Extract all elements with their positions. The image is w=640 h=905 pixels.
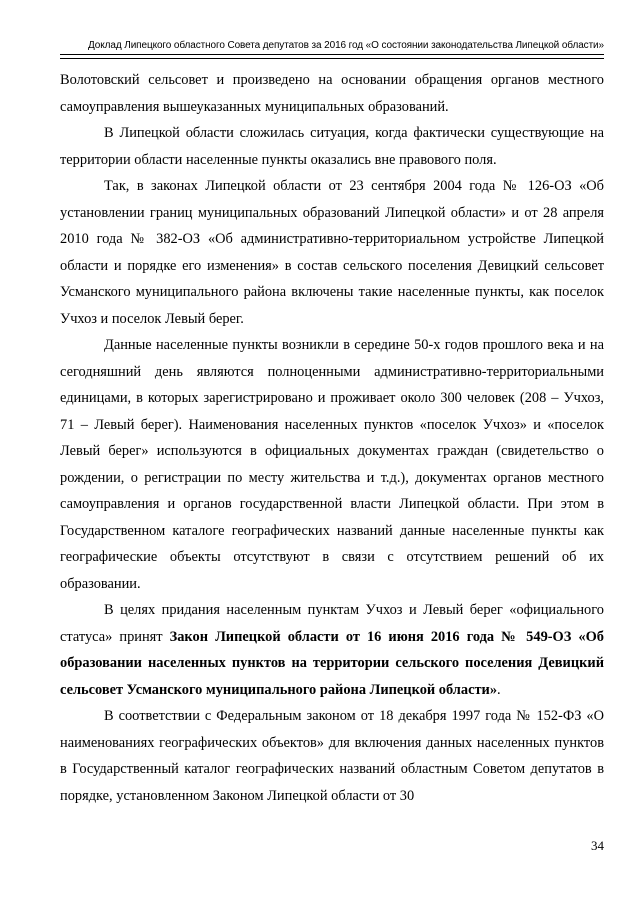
page-number: 34 [591, 838, 604, 853]
header-rule-thin [60, 58, 604, 59]
paragraph-settlements: Данные населенные пункты возникли в середине 50-х годов прошлого века и на сегодняшний день являются полноценными административно-территориальными единицами, в которых зарегистрировано и проживает около 300 человек (208 – Учхоз, 71 – Левый берег). Наименования населенных пунктов «поселок Учхоз» и «поселок Левый берег» используются в официальных документах граждан (свидетельство о рождении, о регистрации по месту жительства и т.д.), документах органов местного самоуправления и органов государственной власти Липецкой области. При этом в Государственном каталоге географических названий данные населенные пункты как географические объекты отсутствуют в связи с отсутствием решений об их образовании. [60, 337, 604, 592]
paragraph-law-adopted [60, 597, 604, 703]
document-body [60, 67, 604, 809]
running-header: Доклад Липецкого областного Совета депутатов за 2016 год «О состоянии законодательства Липецкой области» [87, 40, 604, 51]
law-title-bold: Закон Липецкой области от 16 июня 2016 года № 549-ОЗ «Об образовании населенных пунктов на территории сельского поселения Девицкий сельсовет Усманского муниципального района Липецкой области» [60, 628, 604, 698]
paragraph-laws: Так, в законах Липецкой области от 23 сентября 2004 года № 126-ОЗ «Об установлении границ муниципальных образований Липецкой области» и от 28 апреля 2010 года № 382-ОЗ «Об административно-территориальном устройстве Липецкой области и порядке его изменения» в состав сельского поселения Девицкий сельсовет Усманского муниципального района включены такие населенные пункты, как поселок Учхоз и поселок Левый берег. [60, 178, 604, 327]
paragraph-tail-text: . [497, 681, 501, 698]
paragraph-situation: В Липецкой области сложилась ситуация, когда фактически существующие на территории области населенные пункты оказались вне правового поля. [60, 125, 604, 168]
paragraph-lead-text: В целях придания населенным пунктам Учхоз и Левый берег «официального статуса» принят [60, 602, 604, 645]
paragraph-continuation: Волотовский сельсовет и произведено на основании обращения органов местного самоуправления вышеуказанных муниципальных образований. [60, 72, 604, 115]
header-rule-thick [60, 54, 604, 55]
paragraph-federal-law: В соответствии с Федеральным законом от 18 декабря 1997 года № 152-ФЗ «О наименованиях географических объектов» для включения данных населенных пунктов в Государственный каталог географических названий областным Советом депутатов в порядке, установленном Законом Липецкой области от 30 [60, 708, 604, 804]
